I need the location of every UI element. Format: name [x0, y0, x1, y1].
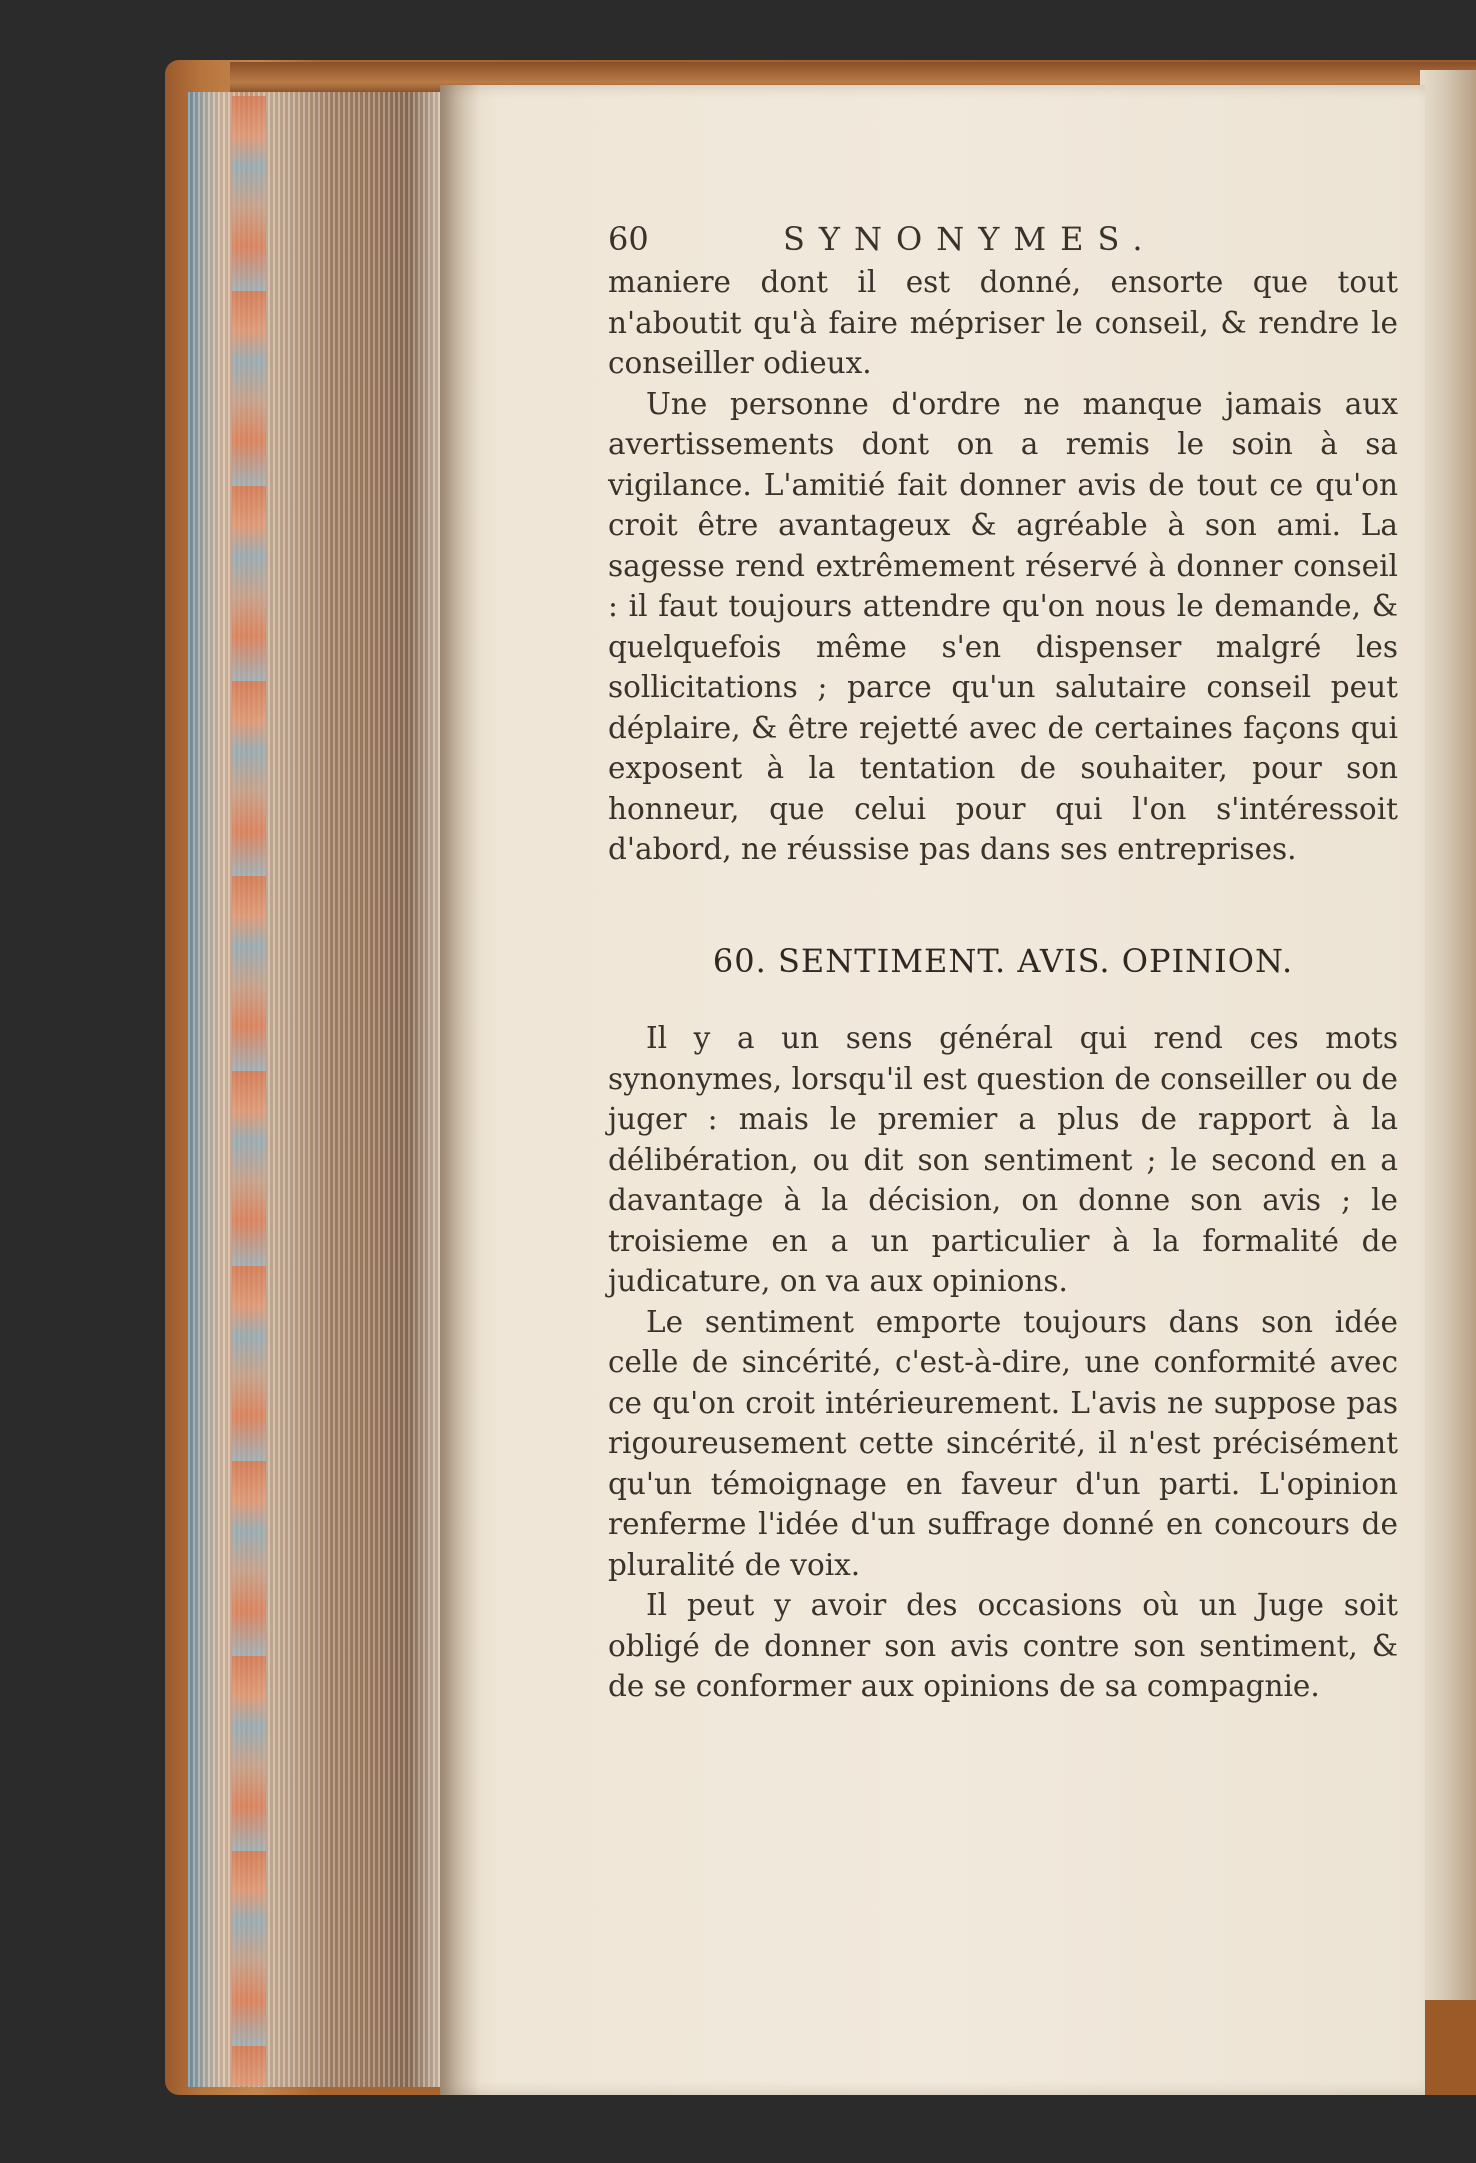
paragraph: Une personne d'ordre ne manque jamais aux avertissements dont on a remis le soin à sa vigilance. L'amitié fait donner avis de tout ce qu'on croit être avantageux & agréable à son ami. La sagesse rend extrêmement réservé à donner conseil : il faut toujours attendre qu'on nous le demande, & quelquefois même s'en dispenser malgré les sollicitations ; parce qu'un salutaire conseil peut déplaire, & être rejetté avec de certaines façons qui exposent à la tentation de souhaiter, pour son honneur, que celui pour qui l'on s'intéressoit d'abord, ne réussise pas dans ses entreprises.	[608, 386, 1398, 866]
facing-page-edge	[1420, 70, 1476, 2000]
paragraph: Il peut y avoir des occasions où un Juge soit obligé de donner son avis contre son sentiment, & de se conformer aux opinions de sa compagnie.	[608, 1588, 1398, 1703]
section-heading: 60. SENTIMENT. AVIS. OPINION.	[712, 942, 1294, 980]
page-block-edges	[188, 92, 448, 2087]
paragraph-continuation: maniere dont il est donné, ensorte que tout n'aboutit qu'à faire mépriser le conseil, & rendre le conseiller odieux.	[608, 265, 1398, 380]
running-head	[608, 215, 1208, 265]
marbled-edge	[232, 96, 266, 2086]
gutter-shadow	[440, 85, 480, 2095]
running-title: SYNONYMES.	[783, 220, 1157, 258]
page-number: 60	[608, 220, 649, 258]
paragraph: Le sentiment emporte toujours dans son idée celle de sincérité, c'est-à-dire, une conformité avec ce qu'on croit intérieurement. L'avis ne suppose pas rigoureusement cette sincérité, il n'est précisément qu'un témoignage en faveur d'un parti. L'opinion renferme l'idée d'un suffrage donné en concours de pluralité de voix.	[608, 1304, 1398, 1582]
text-block-2	[608, 1018, 1398, 1707]
paragraph: Il y a un sens général qui rend ces mots synonymes, lorsqu'il est question de conseiller ou de juger : mais le premier a plus de rapport à la délibération, ou dit son sentiment ; le second en a davantage à la décision, on donne son avis ; le troisieme en a un particulier à la formalité de judicature, on va aux opinions.	[608, 1021, 1398, 1298]
text-block-1	[608, 262, 1398, 870]
